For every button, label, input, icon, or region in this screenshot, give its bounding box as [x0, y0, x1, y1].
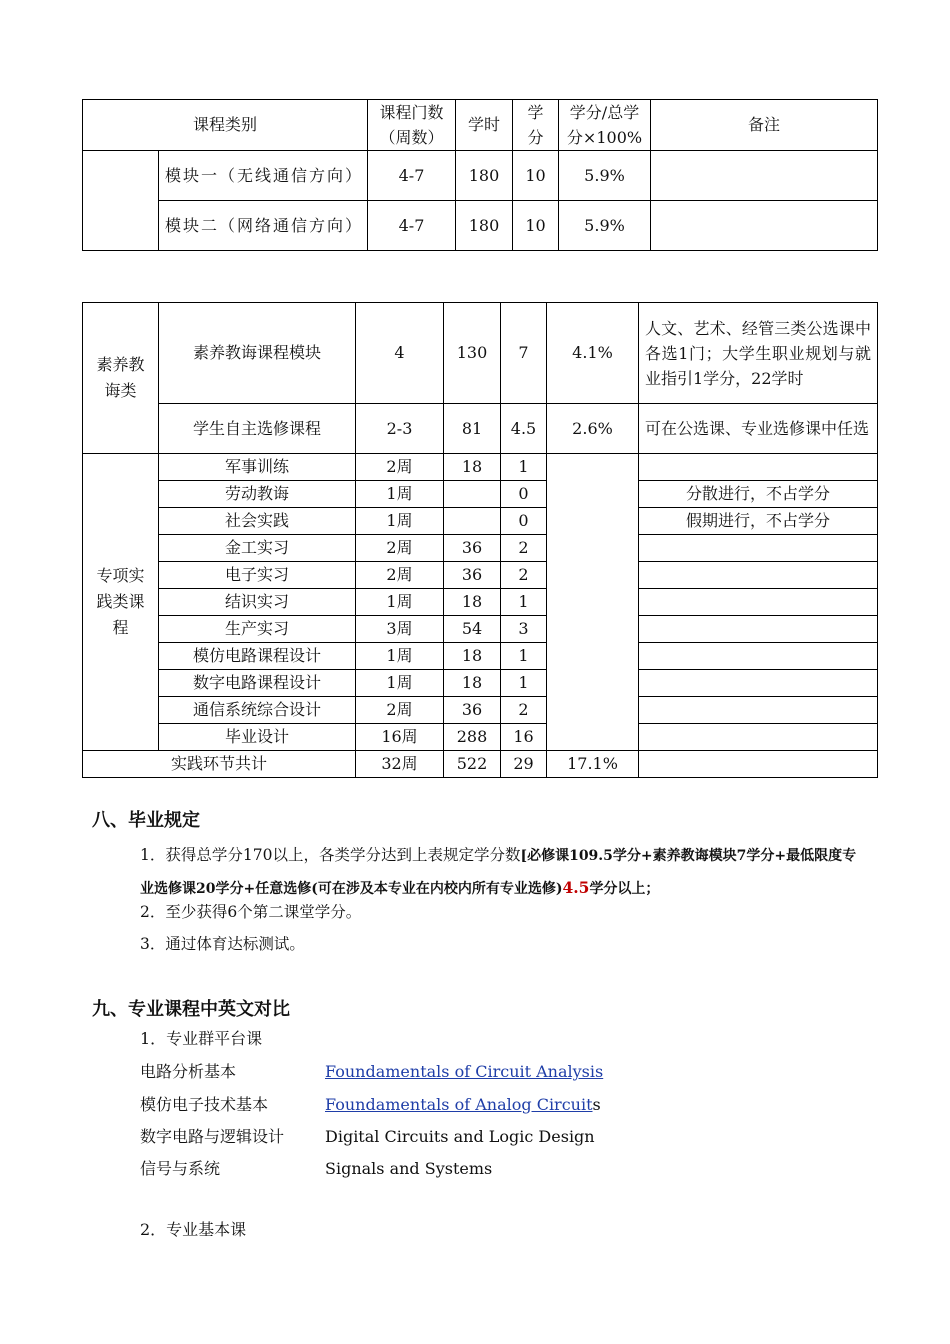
course-table-bottom	[82, 302, 878, 778]
table-row	[83, 535, 878, 562]
row-name: 劳动教诲	[159, 481, 356, 508]
row-name: 军事训练	[159, 454, 356, 481]
row-ratio: 5.9%	[559, 151, 651, 201]
course-en	[325, 1060, 603, 1084]
total-label: 实践环节共计	[83, 751, 356, 778]
row-note: 可在公选课、专业选修课中任选	[639, 404, 878, 454]
row-hours: 130	[444, 303, 501, 404]
row-credits: 1	[501, 670, 547, 697]
row-note	[639, 697, 878, 724]
course-en: Foundamentals of Analog Circuits	[325, 1095, 601, 1114]
total-ratio: 17.1%	[547, 751, 639, 778]
table-row	[83, 670, 878, 697]
row-ratio: 4.1%	[547, 303, 639, 404]
row-count: 1周	[356, 508, 444, 535]
row-hours: 81	[444, 404, 501, 454]
row-credits: 1	[501, 643, 547, 670]
total-row	[83, 751, 878, 778]
row-hours: 54	[444, 616, 501, 643]
row-name: 模仿电路课程设计	[159, 643, 356, 670]
row-hours: 288	[444, 724, 501, 751]
requirement-item-2: 2．至少获得6个第二课堂学分。	[140, 903, 362, 921]
course-en: Digital Circuits and Logic Design	[325, 1127, 595, 1146]
row-name: 结识实习	[159, 589, 356, 616]
section-9-title: 九、专业课程中英文对比	[92, 999, 290, 1020]
row-credits: 4.5	[501, 404, 547, 454]
total-note	[639, 751, 878, 778]
course-link[interactable]: Foundamentals of Circuit Analysis	[325, 1062, 604, 1081]
row-hours: 18	[444, 670, 501, 697]
row-note	[639, 616, 878, 643]
row-note	[639, 535, 878, 562]
row-name: 模块一（无线通信方向）	[159, 151, 368, 201]
row-credits: 10	[513, 201, 559, 251]
table-row	[83, 643, 878, 670]
header-category: 课程类别	[83, 100, 368, 151]
group-label-practice: 专项实践类课程	[83, 454, 159, 751]
row-count: 2周	[356, 535, 444, 562]
row-count: 1周	[356, 643, 444, 670]
row-credits: 0	[501, 508, 547, 535]
row-hours: 36	[444, 697, 501, 724]
row-note	[639, 670, 878, 697]
header-course-count: 课程门数（周数）	[368, 100, 456, 151]
table-row	[83, 454, 878, 481]
row-hours: 18	[444, 589, 501, 616]
row-credits: 7	[501, 303, 547, 404]
subsection-platform-courses: 1．专业群平台课	[140, 1029, 263, 1048]
course-cn: 电路分析基本	[140, 1062, 237, 1081]
row-name: 模块二（网络通信方向）	[159, 201, 368, 251]
row-note: 人文、艺术、经管三类公选课中各选1门；大学生职业规划与就业指引1学分，22学时	[639, 303, 878, 404]
row-credits: 1	[501, 454, 547, 481]
total-hours: 522	[444, 751, 501, 778]
row-count: 2-3	[356, 404, 444, 454]
header-notes: 备注	[651, 100, 878, 151]
row-name: 电子实习	[159, 562, 356, 589]
table-row	[83, 201, 878, 251]
requirement-item-3: 3．通过体育达标测试。	[140, 935, 305, 953]
row-credits: 2	[501, 697, 547, 724]
row-count: 3周	[356, 616, 444, 643]
table-row	[83, 562, 878, 589]
section-8-title: 八、毕业规定	[92, 810, 200, 831]
table-row	[83, 724, 878, 751]
row-count: 1周	[356, 589, 444, 616]
row-note	[651, 151, 878, 201]
row-credits: 0	[501, 481, 547, 508]
header-credits: 学分	[513, 100, 559, 151]
row-count: 1周	[356, 670, 444, 697]
row-hours: 18	[444, 643, 501, 670]
row-name: 数字电路课程设计	[159, 670, 356, 697]
row-ratio: 2.6%	[547, 404, 639, 454]
row-name: 学生自主选修课程	[159, 404, 356, 454]
row-name: 生产实习	[159, 616, 356, 643]
row-hours: 36	[444, 562, 501, 589]
table-row	[83, 151, 878, 201]
row-name: 通信系统综合设计	[159, 697, 356, 724]
row-credits: 1	[501, 589, 547, 616]
row-credits: 2	[501, 562, 547, 589]
course-cn: 信号与系统	[140, 1159, 221, 1178]
ratio-merged-cell	[547, 454, 639, 751]
row-name: 素养教诲课程模块	[159, 303, 356, 404]
header-ratio: 学分/总学分×100%	[559, 100, 651, 151]
row-name: 金工实习	[159, 535, 356, 562]
row-name: 毕业设计	[159, 724, 356, 751]
course-cn: 数字电路与逻辑设计	[140, 1127, 285, 1146]
row-credits: 2	[501, 535, 547, 562]
table-row	[83, 404, 878, 454]
row-count: 1周	[356, 481, 444, 508]
total-credits: 29	[501, 751, 547, 778]
row-count: 4-7	[368, 151, 456, 201]
table-row	[83, 616, 878, 643]
row-count: 4-7	[368, 201, 456, 251]
row-count: 16周	[356, 724, 444, 751]
row-note	[651, 201, 878, 251]
category-blank-cell	[83, 151, 159, 251]
subsection-basic-courses: 2．专业基本课	[140, 1220, 247, 1239]
row-credits: 10	[513, 151, 559, 201]
row-note	[639, 643, 878, 670]
row-note	[639, 454, 878, 481]
requirement-item-1: 1．获得总学分170以上，各类学分达到上表规定学分数[必修课109.5学分+素养教诲模块7学分+最低限度专业选修课20学分+任意选修(可在涉及本专业在内校内所有专业选修)4.5学分以上；	[140, 846, 857, 897]
course-table-top	[82, 99, 878, 251]
row-credits: 3	[501, 616, 547, 643]
row-note	[639, 589, 878, 616]
course-en: Signals and Systems	[325, 1159, 493, 1178]
course-link[interactable]: Foundamentals of Analog Circuit	[325, 1095, 593, 1114]
row-credits: 16	[501, 724, 547, 751]
row-hours	[444, 481, 501, 508]
row-hours: 180	[456, 151, 513, 201]
row-note	[639, 562, 878, 589]
table-row	[83, 589, 878, 616]
table-row	[83, 481, 878, 508]
row-ratio: 5.9%	[559, 201, 651, 251]
total-count: 32周	[356, 751, 444, 778]
header-hours: 学时	[456, 100, 513, 151]
course-cn: 模仿电子技术基本	[140, 1095, 269, 1114]
row-hours	[444, 508, 501, 535]
group-label-suyang: 素养教诲类	[83, 303, 159, 454]
row-count: 2周	[356, 697, 444, 724]
row-hours: 180	[456, 201, 513, 251]
row-hours: 36	[444, 535, 501, 562]
row-note	[639, 724, 878, 751]
row-note: 分散进行，不占学分	[639, 481, 878, 508]
table-row	[83, 303, 878, 404]
row-count: 2周	[356, 454, 444, 481]
row-note: 假期进行，不占学分	[639, 508, 878, 535]
table-row	[83, 697, 878, 724]
row-count: 4	[356, 303, 444, 404]
row-hours: 18	[444, 454, 501, 481]
row-name: 社会实践	[159, 508, 356, 535]
row-count: 2周	[356, 562, 444, 589]
table-row	[83, 508, 878, 535]
